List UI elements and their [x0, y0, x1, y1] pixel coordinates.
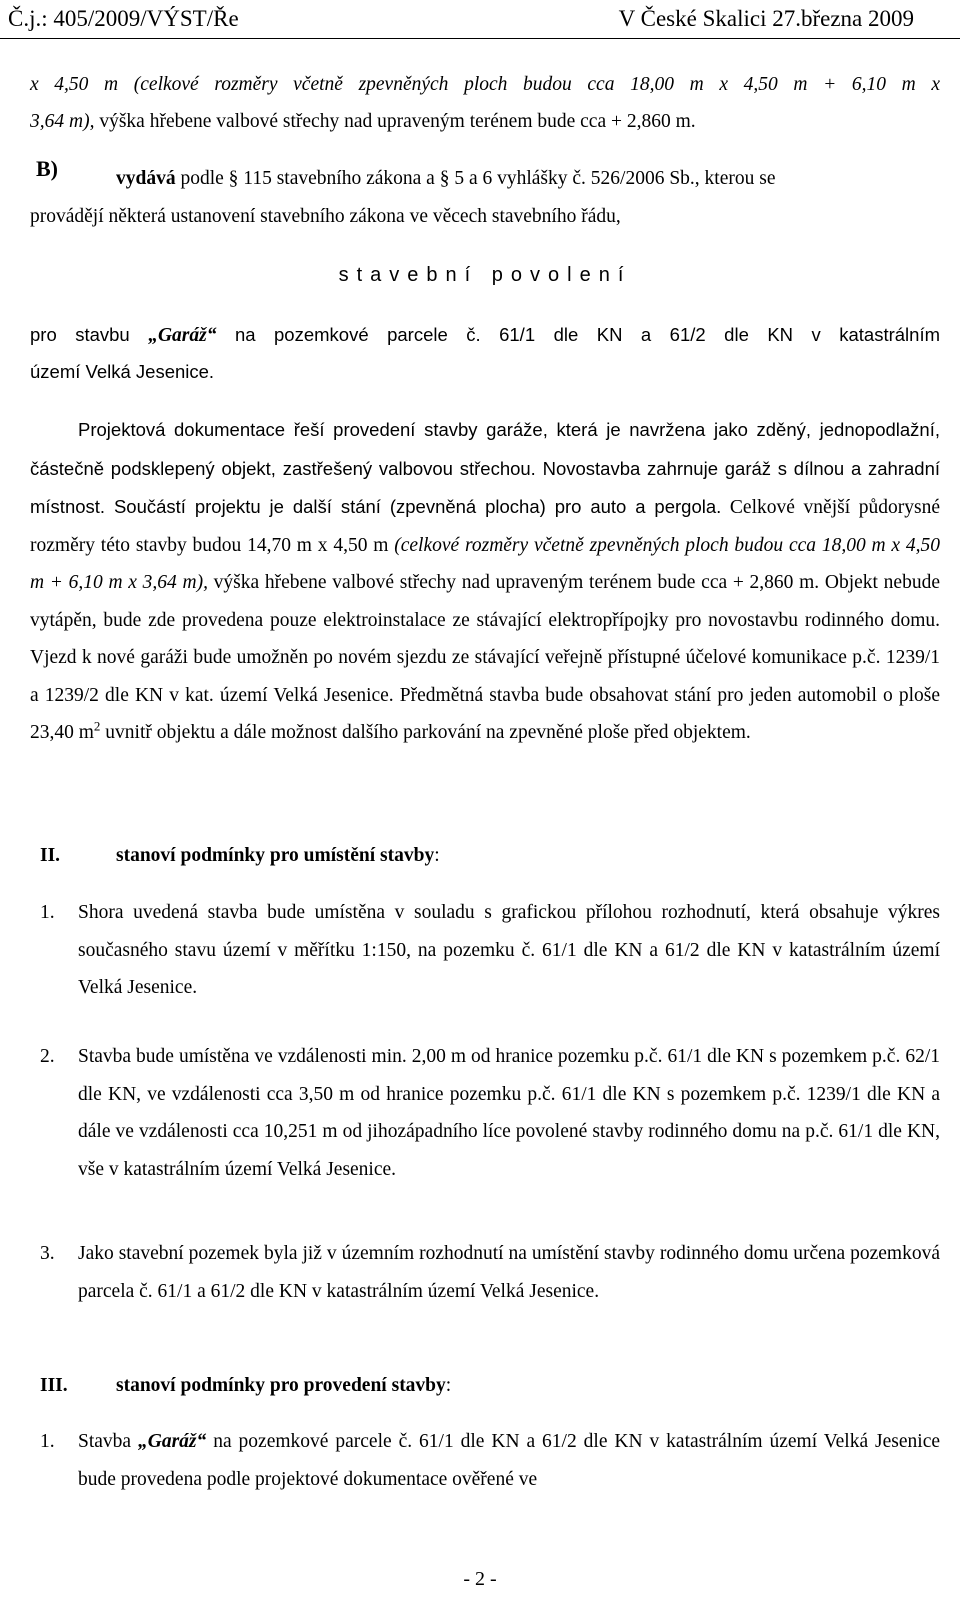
section-b-line-1: vydává podle § 115 stavebního zákona a § 5 a 6 vyhlášky č. 526/2006 Sb., kterou se — [116, 168, 776, 189]
ii-item-3-number: 3. — [40, 1243, 55, 1264]
place-and-date: V České Skalici 27.března 2009 — [618, 6, 914, 31]
ii-item-2-number: 2. — [40, 1046, 55, 1067]
page-header — [0, 0, 960, 36]
iii-item-1-number: 1. — [40, 1431, 55, 1452]
page-number: - 2 - — [463, 1568, 497, 1590]
section-ii-number: II. — [40, 845, 61, 866]
header-divider — [0, 38, 960, 39]
section-ii-title: stanoví podmínky pro umístění stavby: — [116, 845, 440, 866]
ii-item-3-text: Jako stavební pozemek byla již v územním rozhodnutí na umístění stavby rodinného domu určena pozemková parcela č. 61/1 a 61/2 dle KN v katastrálním území Velká Jesenice. — [78, 1243, 940, 1302]
ii-item-1-text: Shora uvedená stavba bude umístěna v souladu s grafickou přílohou rozhodnutí, která obsahuje výkres současného stavu území v měřítku 1:150, na pozemku č. 61/1 dle KN a 61/2 dle KN v katastrálním území Velká Jesenice. — [78, 902, 940, 998]
iii-item-1-text: Stavba „Garáž“ na pozemkové parcele č. 61/1 dle KN a 61/2 dle KN v katastrálním území Velká Jesenice bude provedena podle projektové dokumentace ověřené ve — [78, 1431, 941, 1490]
project-line-2: území Velká Jesenice. — [30, 361, 215, 382]
section-b-label: B) — [36, 156, 58, 181]
reference-number: Č.j.: 405/2009/VÝST/Ře — [8, 6, 239, 31]
section-b-line-2: provádějí některá ustanovení stavebního zákona ve věcech stavebního řádu, — [30, 206, 621, 227]
section-iii-number: III. — [40, 1375, 68, 1396]
continuation-line-1: x 4,50 m (celkové rozměry včetně zpevněných ploch budou cca 18,00 m x 4,50 m + 6,10 m x — [30, 74, 940, 95]
ii-item-1-number: 1. — [40, 902, 55, 923]
continuation-line-2: 3,64 m), výška hřebene valbové střechy nad upraveným terénem bude cca + 2,860 m. — [30, 111, 696, 132]
description-paragraph: Projektová dokumentace řeší provedení stavby garáže, která je navržena jako zděný, jednopodlažní, částečně podsklepený objekt, zastřešený valbovou střechou. Novostavba zahrnuje garáž s dílnou a zahradní místnost. Součástí projektu je další stání (zpevněná plocha) pro auto a pergola. Celkové vnější půdorysné rozměry této stavby budou 14,70 m x 4,50 m (celkové rozměry včetně zpevněných ploch budou cca 18,00 m x 4,50 m + 6,10 m x 3,64 m), výška hřebene valbové střechy nad upraveným terénem bude cca + 2,860 m. Objekt nebude vytápěn, bude zde provedena pouze elektroinstalace ze stávající elektropřípojky pro novostavbu rodinného domu. Vjezd k nové garáži bude umožněn po novém sjezdu ze stávající veřejně přístupné účelové komunikace p.č. 1239/1 a 1239/2 dle KN v kat. území Velká Jesenice. Předmětná stavba bude obsahovat stání pro jeden automobil o ploše 23,40 $m^2$ uvnitř objektu a dále možnost dalšího parkování na zpevněné ploše před objektem. — [30, 419, 940, 743]
ii-item-2-text: Stavba bude umístěna ve vzdálenosti min. 2,00 m od hranice pozemku p.č. 61/1 dle KN s pozemkem p.č. 62/1 dle KN, ve vzdálenosti cca 3,50 m od hranice pozemku p.č. 61/1 dle KN s pozemkem p.č. 1239/1 dle KN a dále ve vzdálenosti cca 10,251 m od jihozápadního líce povolené stavby rodinného domu na p.č. 61/1 dle KN, vše v katastrálním území Velká Jesenice. — [78, 1046, 940, 1180]
project-line-1: pro stavbu „Garáž“ na pozemkové parcele č. 61/1 dle KN a 61/2 dle KN v katastrálním — [30, 324, 940, 346]
permit-heading: stavební povolení — [338, 264, 632, 286]
section-iii-title: stanoví podmínky pro provedení stavby: — [116, 1375, 452, 1396]
